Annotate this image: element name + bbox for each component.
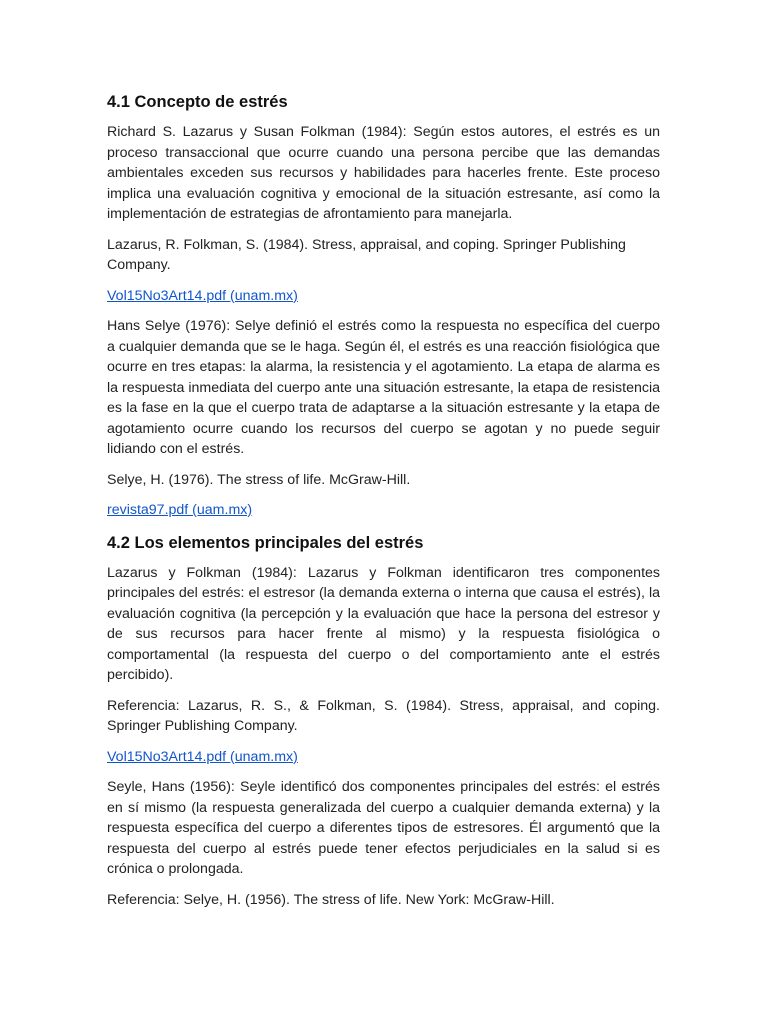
reference-selye-1956: Referencia: Selye, H. (1956). The stress of life. New York: McGraw-Hill.: [107, 891, 555, 908]
link-vol15no3art14-2[interactable]: Vol15No3Art14.pdf (unam.mx): [107, 748, 298, 765]
link-revista97[interactable]: revista97.pdf (uam.mx): [107, 502, 253, 518]
reference-lazarus-folkman-2: Referencia: Lazarus, R. S., & Folkman, S. (1984). Stress, appraisal, and coping. Springer Publishing Company.: [107, 697, 660, 734]
paragraph-lazarus-folkman-elements: Lazarus y Folkman (1984): Lazarus y Folkman identificaron tres componentes principales del estrés: el estresor (la demanda externa o interna que causa el estrés), la evaluación cognitiva (la percepción y la evaluación que hace la persona del estresor y de sus recursos para hacer frente al mismo) y la respuesta fisiológica o comportamental (la respuesta del cuerpo o del comportamiento ante el estrés percibido).: [107, 564, 660, 683]
reference-lazarus-folkman: Lazarus, R. Folkman, S. (1984). Stress, appraisal, and coping. Springer Publishing Company.: [107, 236, 626, 273]
paragraph-hans-selye: Hans Selye (1976): Selye definió el estrés como la respuesta no específica del cuerpo a cualquier demanda que se le haga. Según él, el estrés es una reacción fisiológica que ocurre en tres etapas: la alarma, la resistencia y el agotamiento. La etapa de alarma es la respuesta inmediata del cuerpo ante una situación estresante, la etapa de resistencia es la fase en la que el cuerpo trata de adaptarse a la situación estresante y la etapa de agotamiento ocurre cuando los recursos del cuerpo se agotan y no puede seguir lidiando con el estrés.: [107, 318, 660, 457]
paragraph-seyle-hans: Seyle, Hans (1956): Seyle identificó dos componentes principales del estrés: el estrés en sí mismo (la respuesta generalizada del cuerpo a cualquier demanda externa) y la respuesta específica del cuerpo a diferentes tipos de estresores. Él argumentó que la respuesta del cuerpo al estrés puede tener efectos perjudiciales en la salud si es crónica o prolongada.: [107, 779, 660, 877]
reference-selye-1976: Selye, H. (1976). The stress of life. McGraw-Hill.: [107, 471, 411, 488]
document-page: [107, 90, 660, 920]
link-vol15no3art14[interactable]: Vol15No3Art14.pdf (unam.mx): [107, 287, 298, 304]
section-heading-4-2: 4.2 Los elementos principales del estrés: [107, 533, 424, 552]
section-heading-4-1: 4.1 Concepto de estrés: [107, 93, 288, 111]
paragraph-lazarus-folkman: Richard S. Lazarus y Susan Folkman (1984): Según estos autores, el estrés es un proceso transaccional que ocurre cuando una persona percibe que las demandas ambientales exceden sus recursos y habilidades para hacerles frente. Este proceso implica una evaluación cognitiva y emocional de la situación estresante, así como la implementación de estrategias de afrontamiento para manejarla.: [107, 124, 660, 222]
